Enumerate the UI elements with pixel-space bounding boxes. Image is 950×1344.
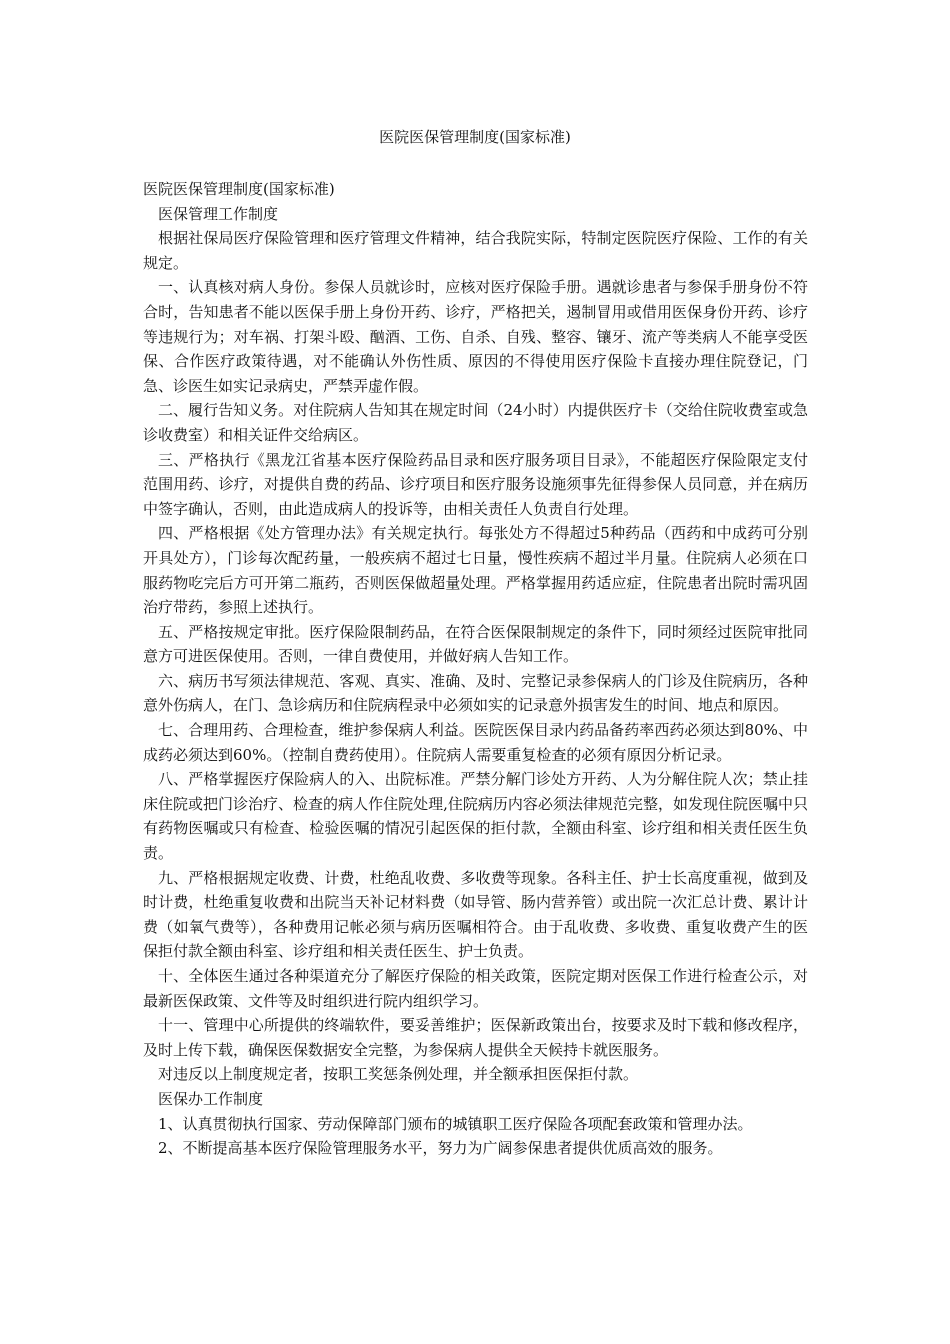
- paragraph-item-9: 九、严格根据规定收费、计费，杜绝乱收费、多收费等现象。各科主任、护士长高度重视，做到及时计费，杜绝重复收费和出院当天补记材料费（如导管、肠内营养管）或出院一次汇总计费、累计计费（如氧气费等），各种费用记帐必须与病历医嘱相符合。由于乱收费、多收费、重复收费产生的医保拒付款全额由科室、诊疗组和相关责任医生、护士负责。: [143, 868, 808, 961]
- section-heading-office-rules: 医保办工作制度: [158, 1089, 264, 1108]
- paragraph-item-10: 十、全体医生通过各种渠道充分了解医疗保险的相关政策，医院定期对医保工作进行检查公示，对最新医保政策、文件等及时组织进行院内组织学习。: [143, 967, 808, 1010]
- body-heading: 医院医保管理制度(国家标准): [143, 180, 335, 198]
- paragraph-intro: 根据社保局医疗保险管理和医疗管理文件精神，结合我院实际，特制定医院医疗保险、工作的有关规定。: [143, 229, 808, 272]
- section-heading-work-rules: 医保管理工作制度: [158, 204, 279, 223]
- paragraph-item-3: 三、严格执行《黑龙江省基本医疗保险药品目录和医疗服务项目目录》，不能超医疗保险限定支付范围用药、诊疗，对提供自费的药品、诊疗项目和医疗服务设施须事先征得参保人员同意，并在病历中签字确认，否则，由此造成病人的投诉等，由相关责任人负责自行处理。: [143, 450, 808, 518]
- paragraph-item-4: 四、严格根据《处方管理办法》有关规定执行。每张处方不得超过5种药品（西药和中成药可分别开具处方），门诊每次配药量，一般疾病不超过七日量，慢性疾病不超过半月量。住院病人必须在口服药物吃完后方可开第二瓶药，否则医保做超量处理。严格掌握用药适应症，住院患者出院时需巩固治疗带药，参照上述执行。: [143, 524, 808, 617]
- document-body: [143, 177, 808, 1161]
- paragraph-office-item-2: 2、不断提高基本医疗保险管理服务水平，努力为广阔参保患者提供优质高效的服务。: [158, 1139, 723, 1158]
- paragraph-item-11: 十一、管理中心所提供的终端软件，要妥善维护；医保新政策出台，按要求及时下载和修改程序，及时上传下载，确保医保数据安全完整，为参保病人提供全天候持卡就医服务。: [143, 1016, 808, 1059]
- paragraph-penalty: 对违反以上制度规定者，按职工奖惩条例处理，并全额承担医保拒付款。: [158, 1065, 639, 1084]
- paragraph-item-6: 六、病历书写须法律规范、客观、真实、准确、及时、完整记录参保病人的门诊及住院病历，各种意外伤病人，在门、急诊病历和住院病程录中必须如实的记录意外损害发生的时间、地点和原因。: [143, 671, 808, 715]
- paragraph-item-5: 五、严格按规定审批。医疗保险限制药品，在符合医保限制规定的条件下，同时须经过医院审批同意方可进医保使用。否则，一律自费使用，并做好病人告知工作。: [143, 622, 808, 666]
- paragraph-item-1: 一、认真核对病人身份。参保人员就诊时，应核对医疗保险手册。遇就诊患者与参保手册身份不符合时，告知患者不能以医保手册上身份开药、诊疗，严格把关，遏制冒用或借用医保身份开药、诊疗等违规行为；对车祸、打架斗殴、酗酒、工伤、自杀、自残、整容、镶牙、流产等类病人不能享受医保、合作医疗政策待遇，对不能确认外伤性质、原因的不得使用医疗保险卡直接办理住院登记，门急、诊医生如实记录病史，严禁弄虚作假。: [143, 278, 808, 395]
- paragraph-office-item-1: 1、认真贯彻执行国家、劳动保障部门颁布的城镇职工医疗保险各项配套政策和管理办法。: [158, 1114, 753, 1133]
- paragraph-item-2: 二、履行告知义务。对住院病人告知其在规定时间（24小时）内提供医疗卡（交给住院收费室或急诊收费室）和相关证件交给病区。: [143, 401, 808, 444]
- paragraph-item-7: 七、合理用药、合理检查，维护参保病人利益。医院医保目录内药品备药率西药必须达到80%、中成药必须达到60%。（控制自费药使用）。住院病人需要重复检查的必须有原因分析记录。: [143, 721, 808, 764]
- document-title: 医院医保管理制度(国家标准): [379, 128, 571, 146]
- paragraph-item-8: 八、严格掌握医疗保险病人的入、出院标准。严禁分解门诊处方开药、人为分解住院人次；禁止挂床住院或把门诊治疗、检查的病人作住院处理,住院病历内容必须法律规范完整，如发现住院医嘱中只有药物医嘱或只有检查、检验医嘱的情况引起医保的拒付款，全额由科室、诊疗组和相关责任医生负责。: [143, 770, 808, 863]
